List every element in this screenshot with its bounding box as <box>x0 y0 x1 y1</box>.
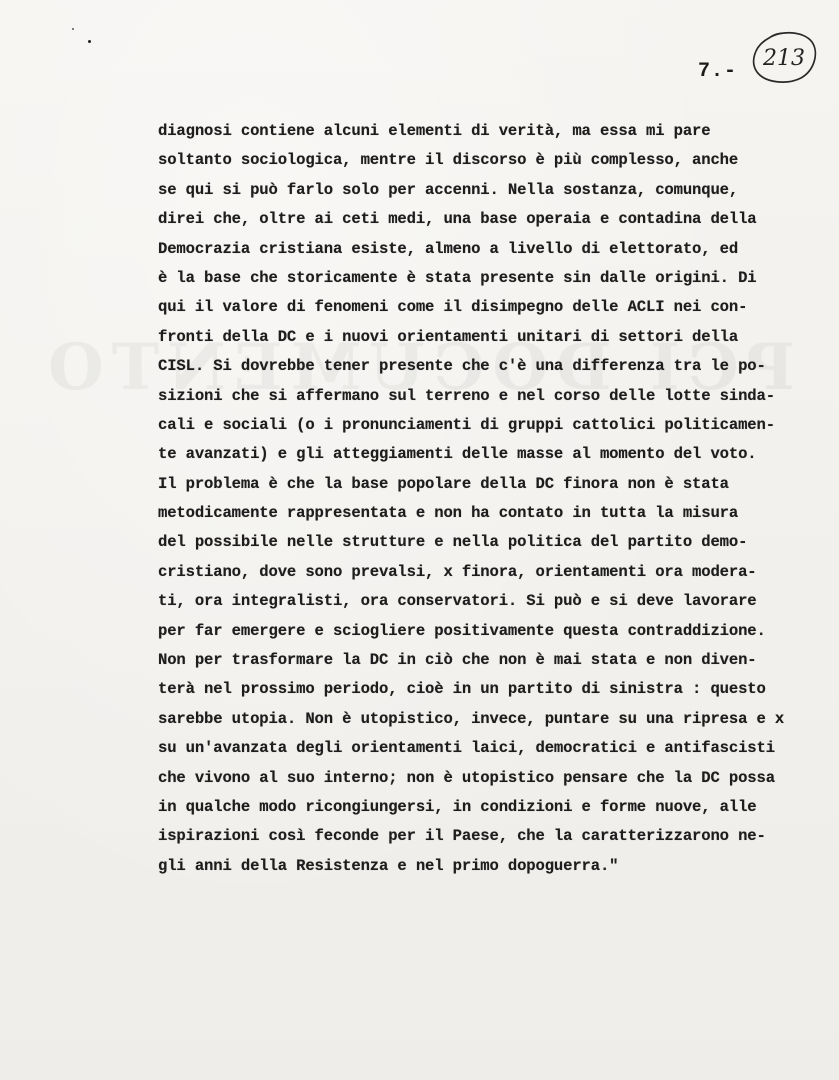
handwritten-circle-icon <box>749 28 819 88</box>
text-line: Non per trasformare la DC in ciò che non è mai stata e non diven- <box>158 651 757 670</box>
text-line: ispirazioni così feconde per il Paese, che la caratterizzarono ne- <box>158 827 766 846</box>
text-line: Il problema è che la base popolare della DC finora non è stata <box>158 474 729 493</box>
ink-speck <box>88 40 91 43</box>
text-line: gli anni della Resistenza e nel primo dopoguerra." <box>158 856 619 875</box>
text-line: direi che, oltre ai ceti medi, una base operaia e contadina della <box>158 210 757 229</box>
text-line: è la base che storicamente è stata presente sin dalle origini. Di <box>158 268 757 287</box>
text-line: cristiano, dove sono prevalsi, x finora, orientamenti ora modera- <box>158 562 757 581</box>
ink-speck <box>72 28 74 30</box>
text-line: terà nel prossimo periodo, cioè in un partito di sinistra : questo <box>158 680 766 699</box>
text-line: Democrazia cristiana esiste, almeno a livello di elettorato, ed <box>158 239 739 258</box>
text-line: metodicamente rappresentata e non ha contato in tutta la misura <box>158 504 739 523</box>
text-line: soltanto sociologica, mentre il discorso è più complesso, anche <box>158 151 739 170</box>
text-line: diagnosi contiene alcuni elementi di verità, ma essa mi pare <box>158 122 711 140</box>
text-line: qui il valore di fenomeni come il disimpegno delle ACLI nei con- <box>158 298 748 317</box>
text-line: sarebbe utopia. Non è utopistico, invece, puntare su una ripresa e x <box>158 709 785 728</box>
text-line: cali e sociali (o i pronunciamenti di gruppi cattolici politicamen- <box>158 415 775 434</box>
page-number: 7.- <box>698 60 738 83</box>
text-line: per far emergere e sciogliere positivamente questa contraddizione. <box>158 621 766 640</box>
text-line: del possibile nelle strutture e nella politica del partito demo- <box>158 533 748 552</box>
text-line: ti, ora integralisti, ora conservatori. Si può e si deve lavorare <box>158 592 757 611</box>
text-line: se qui si può farlo solo per accenni. Nella sostanza, comunque, <box>158 180 739 199</box>
archive-number-text: 213 <box>763 46 805 71</box>
text-line: sizioni che si affermano sul terreno e nel corso delle lotte sinda- <box>158 386 775 405</box>
text-line: CISL. Si dovrebbe tener presente che c'è una differenza tra le po- <box>158 357 766 376</box>
text-line: che vivono al suo interno; non è utopistico pensare che la DC possa <box>158 768 775 787</box>
archive-number-stamp <box>749 28 819 88</box>
text-line: su un'avanzata degli orientamenti laici, democratici e antifascisti <box>158 739 775 758</box>
text-line: te avanzati) e gli atteggiamenti delle masse al momento del voto. <box>158 445 757 464</box>
text-line: fronti della DC e i nuovi orientamenti unitari di settori della <box>158 327 739 346</box>
text-line: in qualche modo ricongiungersi, in condizioni e forme nuove, alle <box>158 797 757 816</box>
body-text <box>158 117 834 881</box>
